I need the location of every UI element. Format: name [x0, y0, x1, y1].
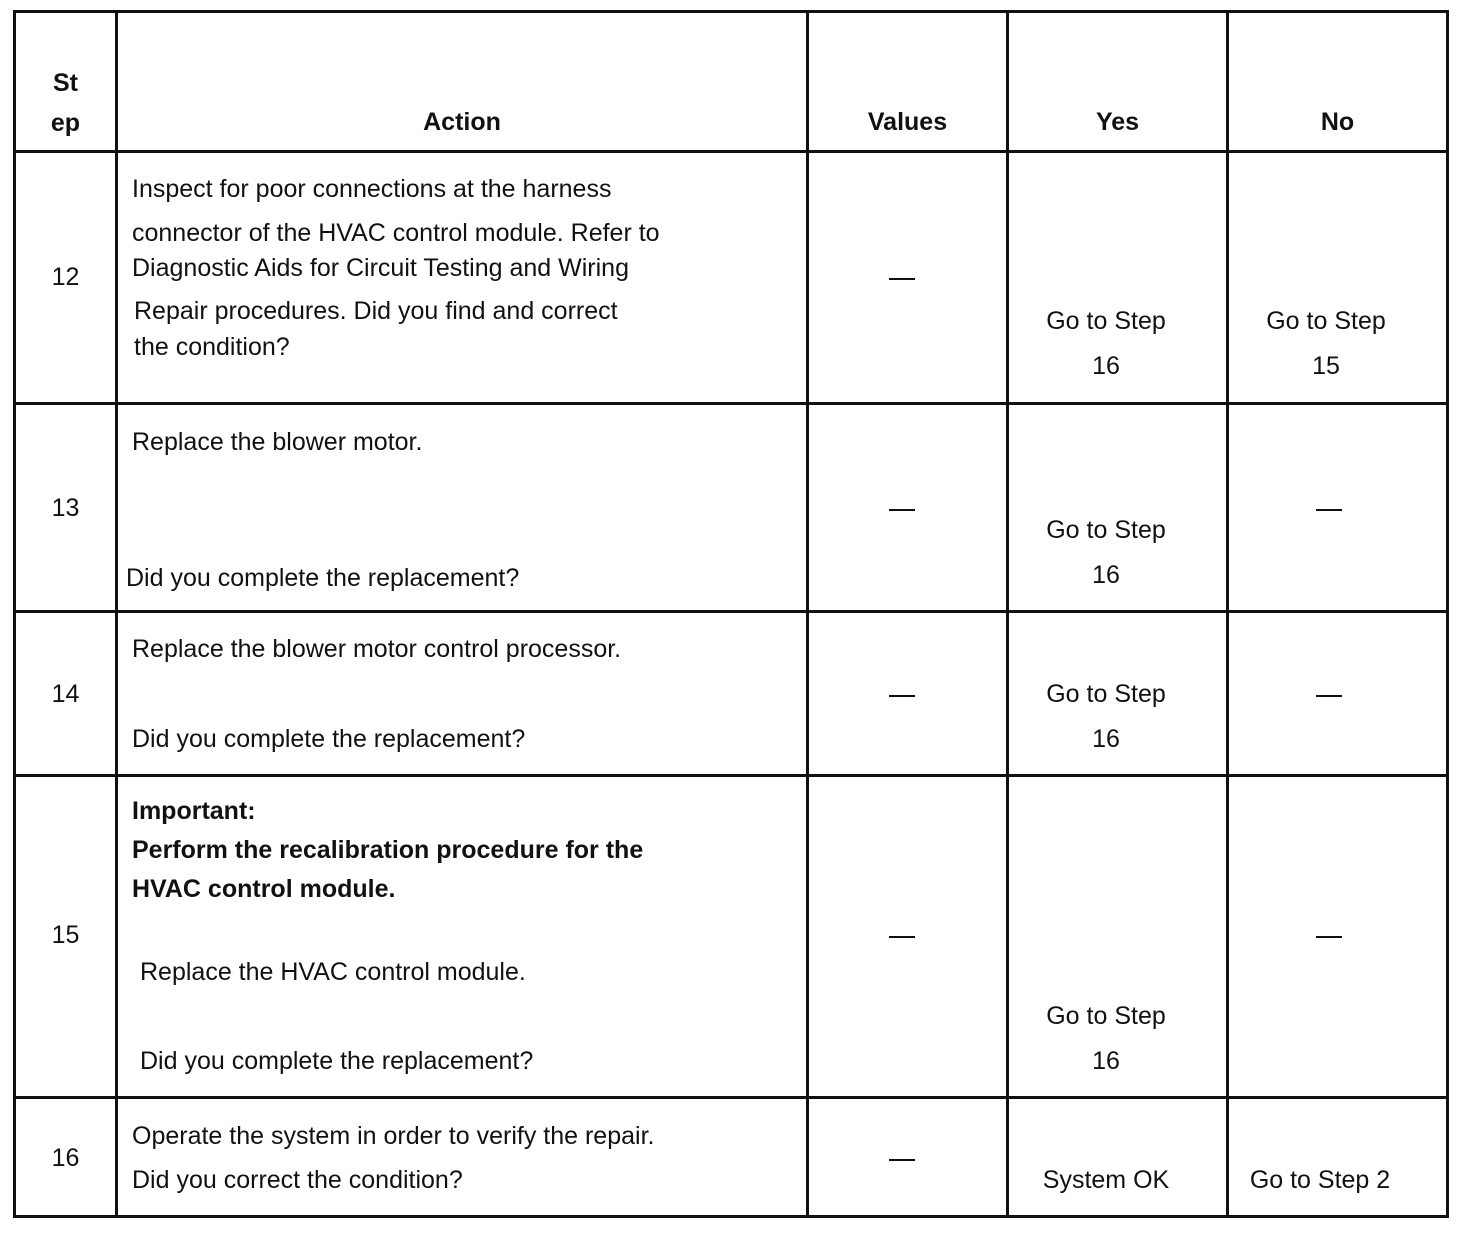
col-border-left: [13, 10, 16, 1218]
yes-action-line1: Go to Step: [1046, 1002, 1166, 1030]
step-number: 14: [51, 680, 80, 708]
yes-action-line1: Go to Step: [1046, 680, 1166, 708]
action-line: Did you correct the condition?: [132, 1166, 463, 1194]
action-line: Inspect for poor connections at the harness: [132, 175, 612, 203]
row-border-bottom: [13, 1215, 1449, 1218]
header-step-line1: St: [53, 69, 78, 97]
row-border-15: [13, 1096, 1449, 1099]
row-border-top: [13, 10, 1449, 13]
col-border-action: [806, 10, 809, 1218]
no-dash: [1316, 936, 1342, 938]
important-line: Perform the recalibration procedure for the: [132, 836, 644, 864]
yes-action-line2: 16: [1092, 561, 1120, 589]
yes-action-line2: 16: [1092, 725, 1120, 753]
step-number: 12: [51, 263, 80, 291]
header-step-line2: ep: [50, 109, 81, 137]
no-dash: [1316, 695, 1342, 697]
important-line: Important:: [132, 797, 256, 825]
yes-result: System OK: [1042, 1166, 1170, 1194]
important-line: HVAC control module.: [132, 875, 396, 903]
col-border-right: [1446, 10, 1449, 1218]
diagnostic-table: [13, 10, 1449, 1218]
header-yes: Yes: [1095, 108, 1140, 136]
header-action: Action: [423, 108, 501, 136]
step-number: 16: [51, 1144, 80, 1172]
values-dash: [889, 278, 915, 280]
row-border-13: [13, 610, 1449, 613]
col-border-values: [1006, 10, 1009, 1218]
yes-action-line1: Go to Step: [1046, 307, 1166, 335]
yes-action-line2: 16: [1092, 1047, 1120, 1075]
step-number: 13: [51, 494, 80, 522]
action-line: Replace the HVAC control module.: [140, 958, 526, 986]
values-dash: [889, 1159, 915, 1161]
action-line: Did you complete the replacement?: [140, 1047, 534, 1075]
action-line: Did you complete the replacement?: [126, 564, 520, 592]
values-dash: [889, 509, 915, 511]
action-line: Operate the system in order to verify the repair.: [132, 1122, 655, 1150]
row-border-12: [13, 402, 1449, 405]
step-number: 15: [51, 921, 80, 949]
action-line: Diagnostic Aids for Circuit Testing and Wiring: [132, 254, 629, 282]
values-dash: [889, 695, 915, 697]
header-values: Values: [867, 108, 948, 136]
row-border-header: [13, 150, 1449, 153]
col-border-yes: [1226, 10, 1229, 1218]
action-line: connector of the HVAC control module. Refer to: [132, 219, 660, 247]
action-line: Did you complete the replacement?: [132, 725, 526, 753]
action-line: Replace the blower motor.: [132, 428, 423, 456]
values-dash: [889, 936, 915, 938]
no-action: Go to Step 2: [1249, 1166, 1391, 1194]
action-line: Repair procedures. Did you find and correct: [134, 297, 618, 325]
row-border-14: [13, 774, 1449, 777]
no-dash: [1316, 509, 1342, 511]
action-line: Replace the blower motor control processor.: [132, 635, 622, 663]
action-line: the condition?: [134, 333, 290, 361]
no-action-line2: 15: [1312, 352, 1340, 380]
yes-action-line1: Go to Step: [1046, 516, 1166, 544]
col-border-step: [115, 10, 118, 1218]
no-action-line1: Go to Step: [1266, 307, 1386, 335]
header-no: No: [1320, 108, 1355, 136]
yes-action-line2: 16: [1092, 352, 1120, 380]
